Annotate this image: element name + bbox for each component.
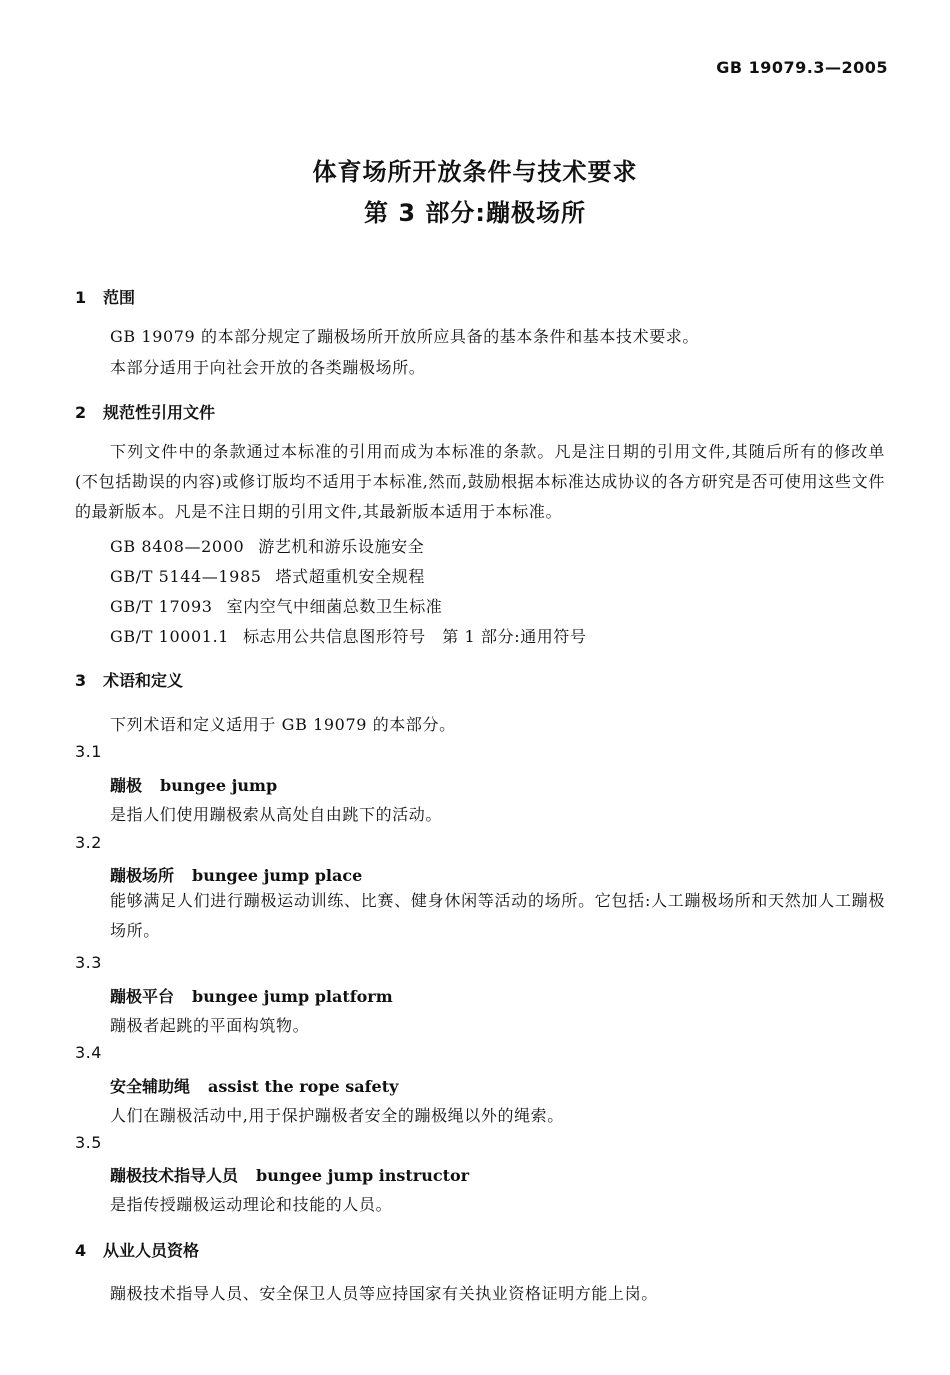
reference-item <box>110 534 424 557</box>
reference-name: 室内空气中细菌总数卫生标准 <box>226 597 443 616</box>
paragraph: 蹦极技术指导人员、安全保卫人员等应持国家有关执业资格证明方能上岗。 <box>110 1284 658 1303</box>
reference-name: 塔式超重机安全规程 <box>275 567 425 586</box>
term-definition: 是指传授蹦极运动理论和技能的人员。 <box>110 1195 393 1214</box>
term-en: assist the rope safety <box>208 1077 399 1096</box>
reference-code: GB/T 10001.1 <box>110 627 230 646</box>
clause-number: 3.4 <box>75 1043 102 1062</box>
term-en: bungee jump place <box>192 866 363 885</box>
term-heading <box>110 773 277 796</box>
term-heading <box>110 1074 398 1097</box>
term-zh: 蹦极技术指导人员 <box>110 1166 239 1185</box>
document-title: 体育场所开放条件与技术要求 <box>312 158 638 186</box>
term-zh: 蹦极场所 <box>110 866 175 885</box>
term-definition: 能够满足人们进行蹦极运动训练、比赛、健身休闲等活动的场所。它包括:人工蹦极场所和天然加人工蹦极场所。 <box>110 891 885 940</box>
paragraph: 下列文件中的条款通过本标准的引用而成为本标准的条款。凡是注日期的引用文件,其随后所有的修改单(不包括勘误的内容)或修订版均不适用于本标准,然而,鼓励根据本标准达成协议的各方研究是否可使用这些文件的最新版本。凡是不注日期的引用文件,其最新版本适用于本标准。 <box>75 442 885 521</box>
term-heading <box>110 984 393 1007</box>
term-heading <box>110 1163 469 1186</box>
term-zh: 安全辅助绳 <box>110 1077 191 1096</box>
paragraph: 下列术语和定义适用于 GB 19079 的本部分。 <box>110 715 456 734</box>
term-en: bungee jump <box>160 776 278 795</box>
reference-name: 标志用公共信息图形符号 第 1 部分:通用符号 <box>243 627 587 646</box>
term-en: bungee jump platform <box>192 987 393 1006</box>
section-title: 规范性引用文件 <box>103 403 216 422</box>
section-heading-3 <box>75 668 183 691</box>
reference-item <box>110 564 425 587</box>
clause-number: 3.5 <box>75 1133 102 1152</box>
section-number: 4 <box>75 1241 87 1260</box>
reference-code: GB 8408—2000 <box>110 537 245 556</box>
term-definition: 人们在蹦极活动中,用于保护蹦极者安全的蹦极绳以外的绳索。 <box>110 1106 564 1125</box>
section-title: 范围 <box>103 288 136 307</box>
term-zh: 蹦极 <box>110 776 143 795</box>
reference-item <box>110 594 442 617</box>
section-number: 2 <box>75 403 87 422</box>
term-zh: 蹦极平台 <box>110 987 175 1006</box>
term-definition: 是指人们使用蹦极索从高处自由跳下的活动。 <box>110 805 443 824</box>
reference-code: GB/T 5144—1985 <box>110 567 262 586</box>
section-title: 术语和定义 <box>103 671 184 690</box>
section-title: 从业人员资格 <box>103 1241 200 1260</box>
reference-code: GB/T 17093 <box>110 597 213 616</box>
section-heading-4 <box>75 1238 199 1261</box>
section-heading-1 <box>75 285 135 308</box>
paragraph: 本部分适用于向社会开放的各类蹦极场所。 <box>110 358 426 377</box>
section-number: 1 <box>75 288 87 307</box>
term-definition: 蹦极者起跳的平面构筑物。 <box>110 1016 310 1035</box>
document-subtitle: 第 3 部分:蹦极场所 <box>363 199 586 227</box>
section-heading-2 <box>75 400 215 423</box>
clause-number: 3.3 <box>75 953 102 972</box>
reference-name: 游艺机和游乐设施安全 <box>258 537 425 556</box>
paragraph: GB 19079 的本部分规定了蹦极场所开放所应具备的基本条件和基本技术要求。 <box>110 327 700 346</box>
clause-number: 3.2 <box>75 833 102 852</box>
reference-item <box>110 624 587 647</box>
standard-code: GB 19079.3—2005 <box>716 58 888 77</box>
clause-number: 3.1 <box>75 742 102 761</box>
section-number: 3 <box>75 671 87 690</box>
term-en: bungee jump instructor <box>256 1166 470 1185</box>
term-heading <box>110 863 362 886</box>
